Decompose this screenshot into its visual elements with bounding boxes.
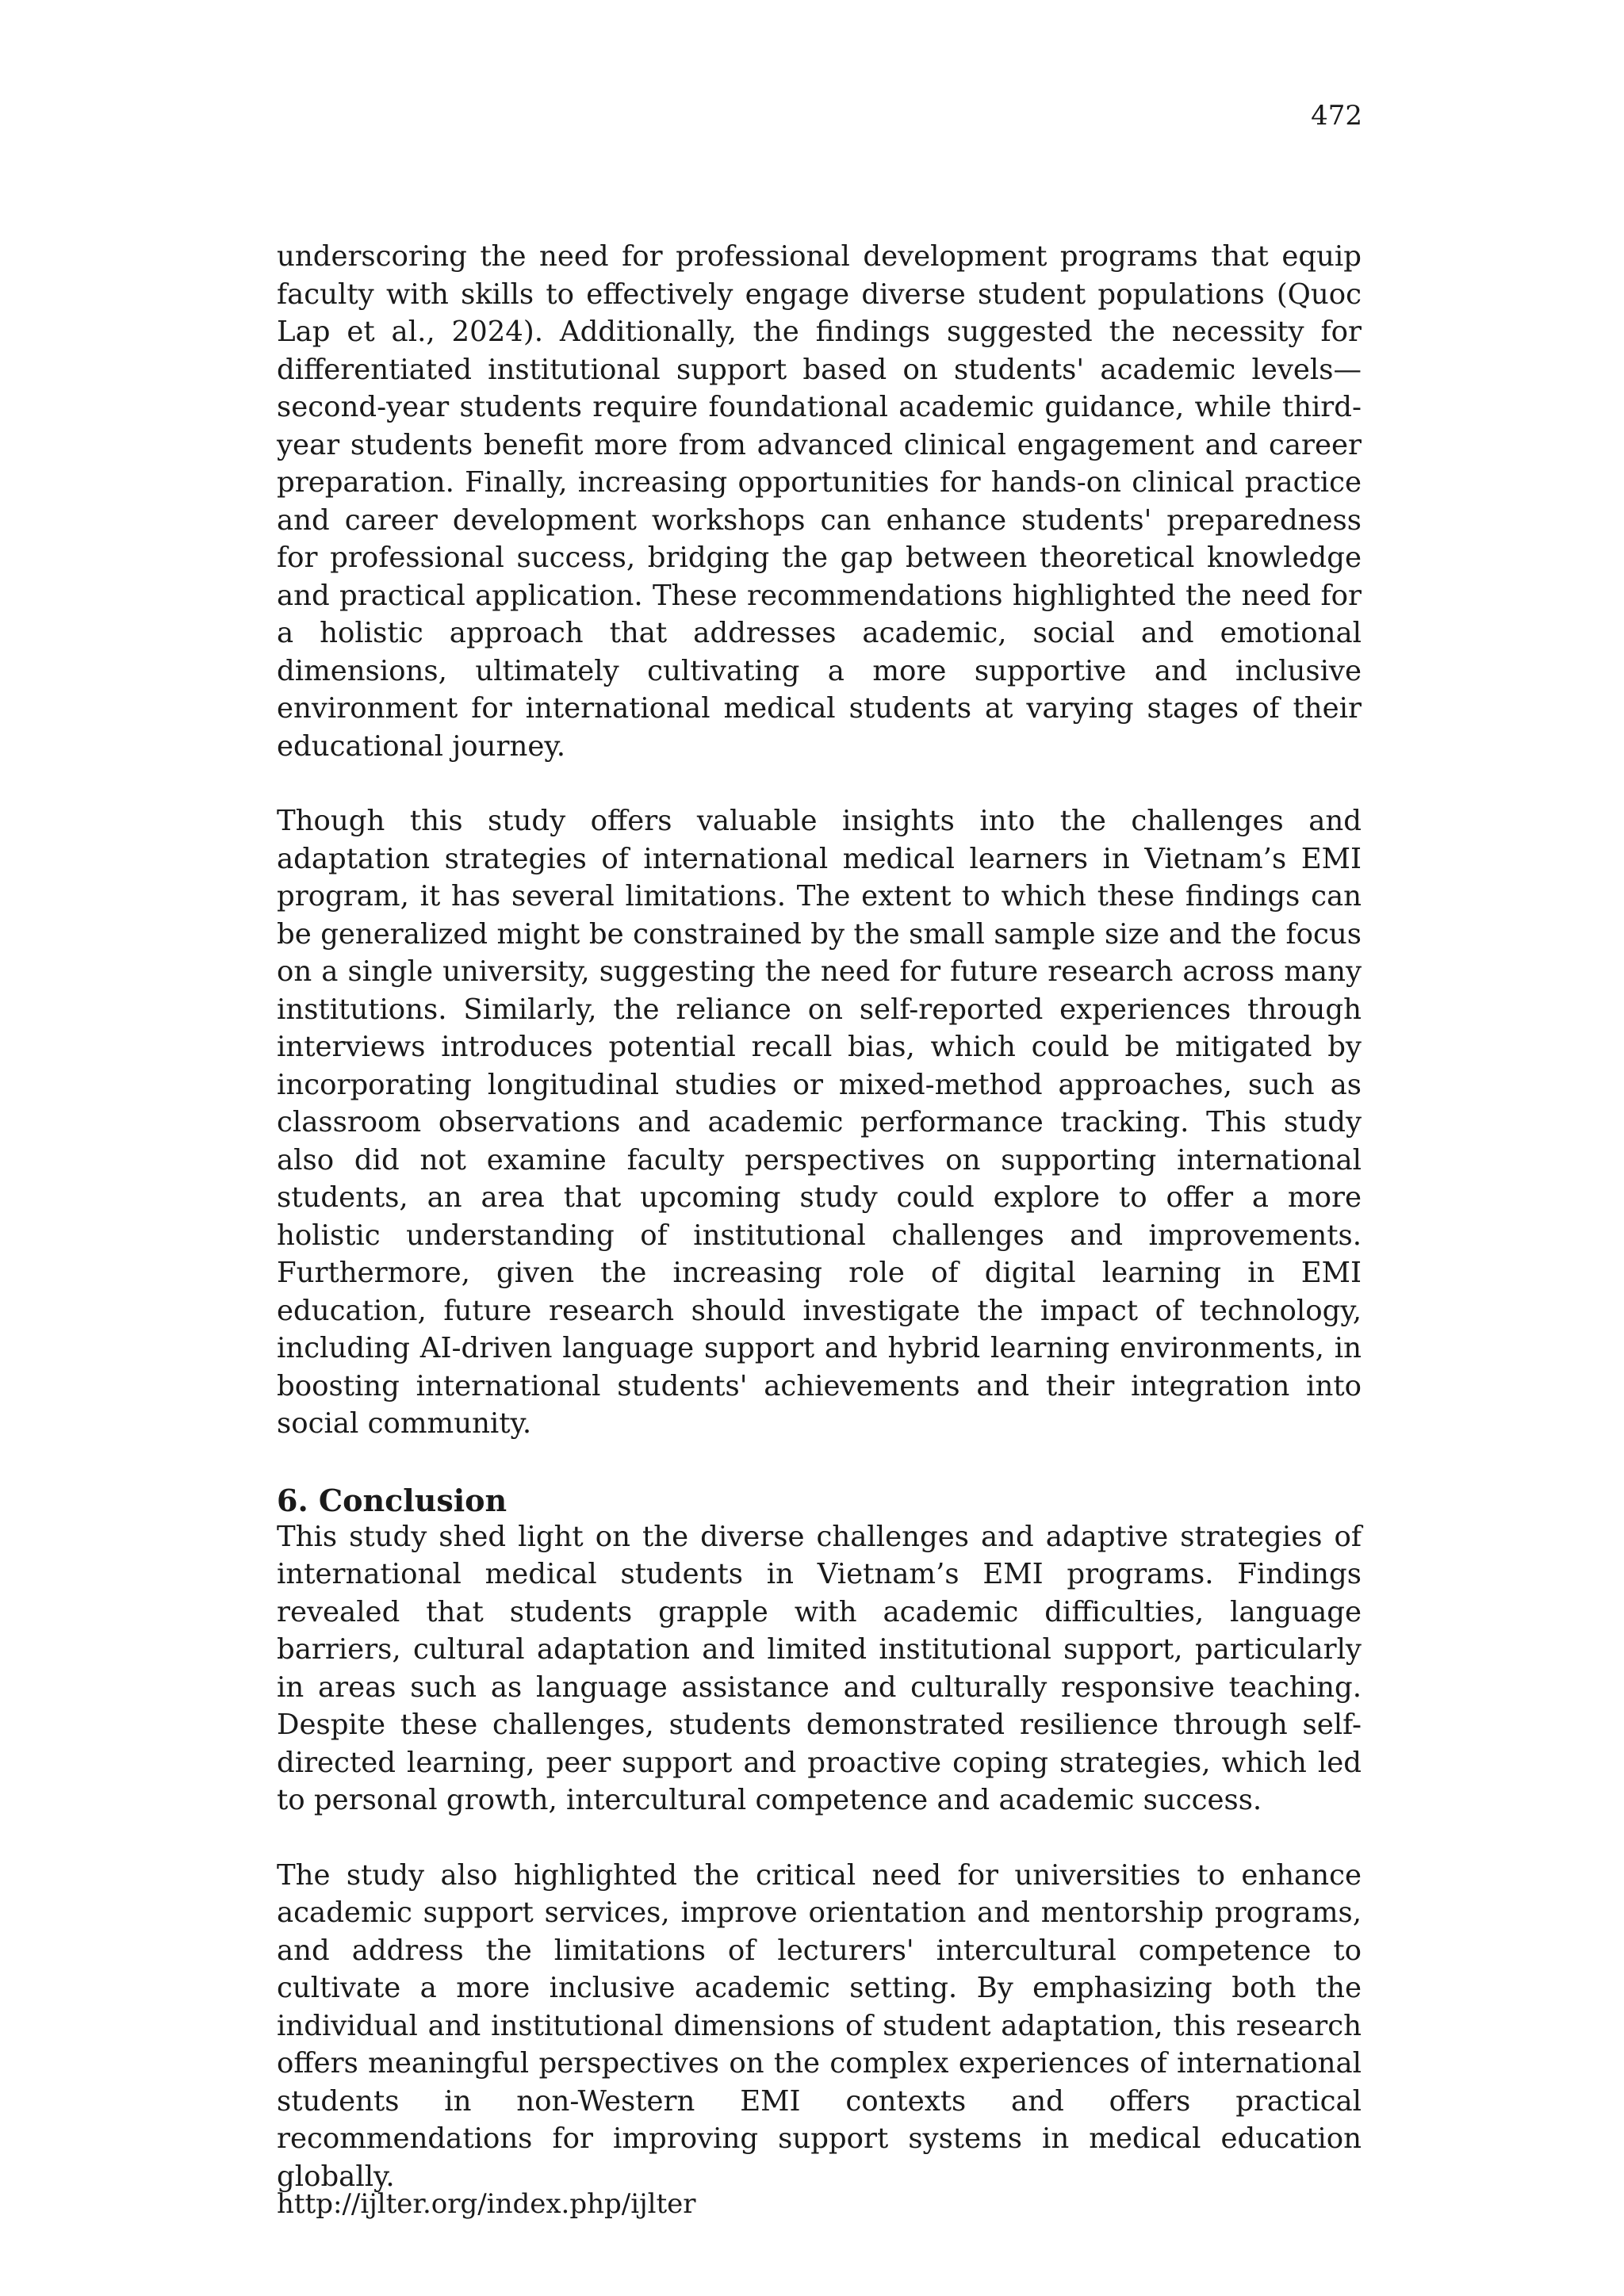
paragraph-gap (277, 1443, 1362, 1480)
paragraph-gap (277, 1820, 1362, 1857)
paragraph-conclusion-findings: This study shed light on the diverse challenges and adaptive strategies of international medical students in Vietnam’s EMI programs. Findings revealed that students grapple with academic difficulties, language barriers, cultural adaptation and limited institutional support, particularly in areas such as language assistance and culturally responsive teaching. Despite these challenges, students demonstrated resilience through self-directed learning, peer support and proactive coping strategies, which led to personal growth, intercultural competence and academic success. (277, 1520, 1362, 1816)
section-heading-conclusion: 6. Conclusion (277, 1482, 508, 1518)
paragraph-conclusion-implications: The study also highlighted the critical need for universities to enhance academic support services, improve orientation and mentorship programs, and address the limitations of lecturers' intercultural competence to cultivate a more inclusive academic setting. By emphasizing both the individual and institutional dimensions of student adaptation, this research offers meaningful perspectives on the complex experiences of international students in non-Western EMI contexts and offers practical recommendations for improving support systems in medical education globally. (277, 1858, 1362, 2193)
footer-url: http://ijlter.org/index.php/ijlter (277, 2188, 696, 2220)
paragraph-limitations: Though this study offers valuable insights into the challenges and adaptation strategies of international medical learners in Vietnam’s EMI program, it has several limitations. The extent to which these findings can be generalized might be constrained by the small sample size and the focus on a single university, suggesting the need for future research across many institutions. Similarly, the reliance on self-reported experiences through interviews introduces potential recall bias, which could be mitigated by incorporating longitudinal studies or mixed-method approaches, such as classroom observations and academic performance tracking. This study also did not examine faculty perspectives on supporting international students, an area that upcoming study could explore to offer a more holistic understanding of institutional challenges and improvements. Furthermore, given the increasing role of digital learning in EMI education, future research should investigate the impact of technology, including AI-driven language support and hybrid learning environments, in boosting international students' achievements and their integration into social community. (277, 805, 1362, 1440)
paragraph-recommendations: underscoring the need for professional development programs that equip faculty with skills to effectively engage diverse student populations (Quoc Lap et al., 2024). Additionally, the findings suggested the necessity for differentiated institutional support based on students' academic levels—second-year students require foundational academic guidance, while third-year students benefit more from advanced clinical engagement and career preparation. Finally, increasing opportunities for hands-on clinical practice and career development workshops can enhance students' preparedness for professional success, bridging the gap between theoretical knowledge and practical application. These recommendations highlighted the need for a holistic approach that addresses academic, social and emotional dimensions, ultimately cultivating a more supportive and inclusive environment for international medical students at varying stages of their educational journey. (277, 240, 1362, 763)
page-number: 472 (1311, 100, 1362, 132)
page-body (277, 238, 1362, 2195)
paragraph-gap (277, 765, 1362, 802)
